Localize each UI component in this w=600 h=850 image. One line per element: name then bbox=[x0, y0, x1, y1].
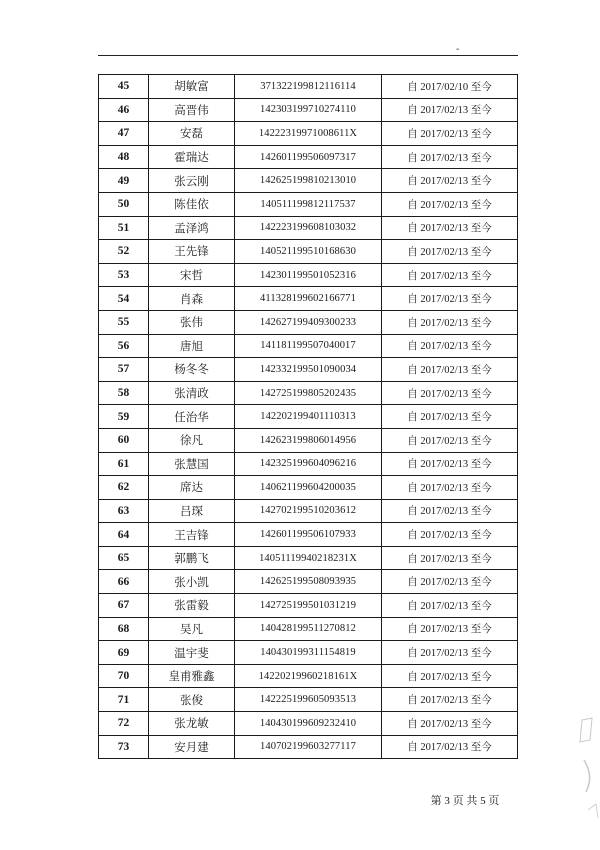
row-number: 66 bbox=[99, 570, 149, 594]
table-row bbox=[99, 216, 518, 240]
person-name: 张伟 bbox=[149, 310, 235, 334]
employment-period: 自 2017/02/13 至今 bbox=[382, 169, 518, 193]
employment-period: 自 2017/02/13 至今 bbox=[382, 523, 518, 547]
id-number: 141181199507040017 bbox=[235, 334, 382, 358]
id-number: 14051119940218231X bbox=[235, 546, 382, 570]
table-row bbox=[99, 594, 518, 618]
id-number: 142303199710274110 bbox=[235, 98, 382, 122]
table-row bbox=[99, 334, 518, 358]
employment-period: 自 2017/02/13 至今 bbox=[382, 334, 518, 358]
person-name: 孟泽鸿 bbox=[149, 216, 235, 240]
table-row bbox=[99, 98, 518, 122]
table-row bbox=[99, 499, 518, 523]
person-name: 吴凡 bbox=[149, 617, 235, 641]
table-row bbox=[99, 287, 518, 311]
id-number: 142223199608103032 bbox=[235, 216, 382, 240]
table-row bbox=[99, 641, 518, 665]
employment-period: 自 2017/02/13 至今 bbox=[382, 594, 518, 618]
header-mark: - bbox=[456, 44, 460, 55]
row-number: 56 bbox=[99, 334, 149, 358]
person-name: 温宇斐 bbox=[149, 641, 235, 665]
employment-period: 自 2017/02/13 至今 bbox=[382, 641, 518, 665]
row-number: 45 bbox=[99, 75, 149, 99]
table-row bbox=[99, 735, 518, 759]
table-row bbox=[99, 546, 518, 570]
id-number: 142601199506107933 bbox=[235, 523, 382, 547]
employment-period: 自 2017/02/13 至今 bbox=[382, 546, 518, 570]
row-number: 55 bbox=[99, 310, 149, 334]
id-number: 411328199602166771 bbox=[235, 287, 382, 311]
employment-period: 自 2017/02/13 至今 bbox=[382, 122, 518, 146]
person-name: 安磊 bbox=[149, 122, 235, 146]
person-name: 张龙敏 bbox=[149, 712, 235, 736]
table-row bbox=[99, 169, 518, 193]
person-name: 张雷毅 bbox=[149, 594, 235, 618]
id-number: 142627199409300233 bbox=[235, 310, 382, 334]
table-row bbox=[99, 263, 518, 287]
table-row bbox=[99, 192, 518, 216]
row-number: 57 bbox=[99, 358, 149, 382]
table-row bbox=[99, 310, 518, 334]
id-number: 142325199604096216 bbox=[235, 452, 382, 476]
person-name: 宋哲 bbox=[149, 263, 235, 287]
row-number: 53 bbox=[99, 263, 149, 287]
person-name: 郭鹏飞 bbox=[149, 546, 235, 570]
row-number: 49 bbox=[99, 169, 149, 193]
person-name: 肖森 bbox=[149, 287, 235, 311]
employment-period: 自 2017/02/10 至今 bbox=[382, 75, 518, 99]
employment-period: 自 2017/02/13 至今 bbox=[382, 499, 518, 523]
employment-period: 自 2017/02/13 至今 bbox=[382, 240, 518, 264]
row-number: 64 bbox=[99, 523, 149, 547]
row-number: 69 bbox=[99, 641, 149, 665]
person-name: 王吉锋 bbox=[149, 523, 235, 547]
id-number: 140621199604200035 bbox=[235, 476, 382, 500]
table-row bbox=[99, 476, 518, 500]
row-number: 52 bbox=[99, 240, 149, 264]
header-rule bbox=[98, 55, 518, 56]
binding-stamp-mark bbox=[570, 700, 600, 850]
row-number: 63 bbox=[99, 499, 149, 523]
roster-table bbox=[98, 74, 518, 759]
row-number: 70 bbox=[99, 664, 149, 688]
person-name: 张清政 bbox=[149, 381, 235, 405]
employment-period: 自 2017/02/13 至今 bbox=[382, 287, 518, 311]
table-row bbox=[99, 664, 518, 688]
person-name: 胡敏富 bbox=[149, 75, 235, 99]
table-row bbox=[99, 523, 518, 547]
row-number: 47 bbox=[99, 122, 149, 146]
id-number: 142202199401110313 bbox=[235, 405, 382, 429]
employment-period: 自 2017/02/13 至今 bbox=[382, 145, 518, 169]
id-number: 142332199501090034 bbox=[235, 358, 382, 382]
id-number: 14220219960218161X bbox=[235, 664, 382, 688]
table-row bbox=[99, 452, 518, 476]
id-number: 142601199506097317 bbox=[235, 145, 382, 169]
id-number: 371322199812116114 bbox=[235, 75, 382, 99]
row-number: 48 bbox=[99, 145, 149, 169]
id-number: 140521199510168630 bbox=[235, 240, 382, 264]
person-name: 霍瑞达 bbox=[149, 145, 235, 169]
id-number: 142725199501031219 bbox=[235, 594, 382, 618]
employment-period: 自 2017/02/13 至今 bbox=[382, 192, 518, 216]
person-name: 唐旭 bbox=[149, 334, 235, 358]
employment-period: 自 2017/02/13 至今 bbox=[382, 428, 518, 452]
employment-period: 自 2017/02/13 至今 bbox=[382, 381, 518, 405]
employment-period: 自 2017/02/13 至今 bbox=[382, 735, 518, 759]
employment-period: 自 2017/02/13 至今 bbox=[382, 358, 518, 382]
row-number: 68 bbox=[99, 617, 149, 641]
employment-period: 自 2017/02/13 至今 bbox=[382, 664, 518, 688]
person-name: 任治华 bbox=[149, 405, 235, 429]
row-number: 54 bbox=[99, 287, 149, 311]
row-number: 71 bbox=[99, 688, 149, 712]
table-row bbox=[99, 75, 518, 99]
row-number: 72 bbox=[99, 712, 149, 736]
person-name: 张慧国 bbox=[149, 452, 235, 476]
person-name: 吕琛 bbox=[149, 499, 235, 523]
row-number: 61 bbox=[99, 452, 149, 476]
roster-body bbox=[99, 75, 518, 759]
page-number: 第 3 页 共 5 页 bbox=[430, 795, 500, 807]
id-number: 140702199603277117 bbox=[235, 735, 382, 759]
person-name: 皇甫雅鑫 bbox=[149, 664, 235, 688]
table-row bbox=[99, 122, 518, 146]
table-row bbox=[99, 688, 518, 712]
id-number: 140430199609232410 bbox=[235, 712, 382, 736]
id-number: 142625199508093935 bbox=[235, 570, 382, 594]
employment-period: 自 2017/02/13 至今 bbox=[382, 452, 518, 476]
row-number: 62 bbox=[99, 476, 149, 500]
row-number: 46 bbox=[99, 98, 149, 122]
id-number: 140430199311154819 bbox=[235, 641, 382, 665]
id-number: 142725199805202435 bbox=[235, 381, 382, 405]
table-row bbox=[99, 570, 518, 594]
employment-period: 自 2017/02/13 至今 bbox=[382, 476, 518, 500]
id-number: 142625199810213010 bbox=[235, 169, 382, 193]
table-row bbox=[99, 358, 518, 382]
employment-period: 自 2017/02/13 至今 bbox=[382, 688, 518, 712]
employment-period: 自 2017/02/13 至今 bbox=[382, 405, 518, 429]
id-number: 142225199605093513 bbox=[235, 688, 382, 712]
employment-period: 自 2017/02/13 至今 bbox=[382, 310, 518, 334]
person-name: 陈佳依 bbox=[149, 192, 235, 216]
table-row bbox=[99, 240, 518, 264]
table-row bbox=[99, 145, 518, 169]
employment-period: 自 2017/02/13 至今 bbox=[382, 216, 518, 240]
row-number: 65 bbox=[99, 546, 149, 570]
person-name: 张云刚 bbox=[149, 169, 235, 193]
row-number: 51 bbox=[99, 216, 149, 240]
row-number: 50 bbox=[99, 192, 149, 216]
person-name: 席达 bbox=[149, 476, 235, 500]
row-number: 60 bbox=[99, 428, 149, 452]
employment-period: 自 2017/02/13 至今 bbox=[382, 570, 518, 594]
id-number: 142623199806014956 bbox=[235, 428, 382, 452]
row-number: 59 bbox=[99, 405, 149, 429]
employment-period: 自 2017/02/13 至今 bbox=[382, 263, 518, 287]
employment-period: 自 2017/02/13 至今 bbox=[382, 98, 518, 122]
person-name: 徐凡 bbox=[149, 428, 235, 452]
employment-period: 自 2017/02/13 至今 bbox=[382, 617, 518, 641]
id-number: 142301199501052316 bbox=[235, 263, 382, 287]
person-name: 王先锋 bbox=[149, 240, 235, 264]
person-name: 张俊 bbox=[149, 688, 235, 712]
table-row bbox=[99, 617, 518, 641]
row-number: 58 bbox=[99, 381, 149, 405]
person-name: 安月建 bbox=[149, 735, 235, 759]
person-name: 高晋伟 bbox=[149, 98, 235, 122]
table-row bbox=[99, 381, 518, 405]
id-number: 14222319971008611X bbox=[235, 122, 382, 146]
person-name: 杨冬冬 bbox=[149, 358, 235, 382]
table-row bbox=[99, 712, 518, 736]
table-row bbox=[99, 428, 518, 452]
table-row bbox=[99, 405, 518, 429]
row-number: 73 bbox=[99, 735, 149, 759]
id-number: 140428199511270812 bbox=[235, 617, 382, 641]
id-number: 140511199812117537 bbox=[235, 192, 382, 216]
employment-period: 自 2017/02/13 至今 bbox=[382, 712, 518, 736]
row-number: 67 bbox=[99, 594, 149, 618]
id-number: 142702199510203612 bbox=[235, 499, 382, 523]
person-name: 张小凯 bbox=[149, 570, 235, 594]
